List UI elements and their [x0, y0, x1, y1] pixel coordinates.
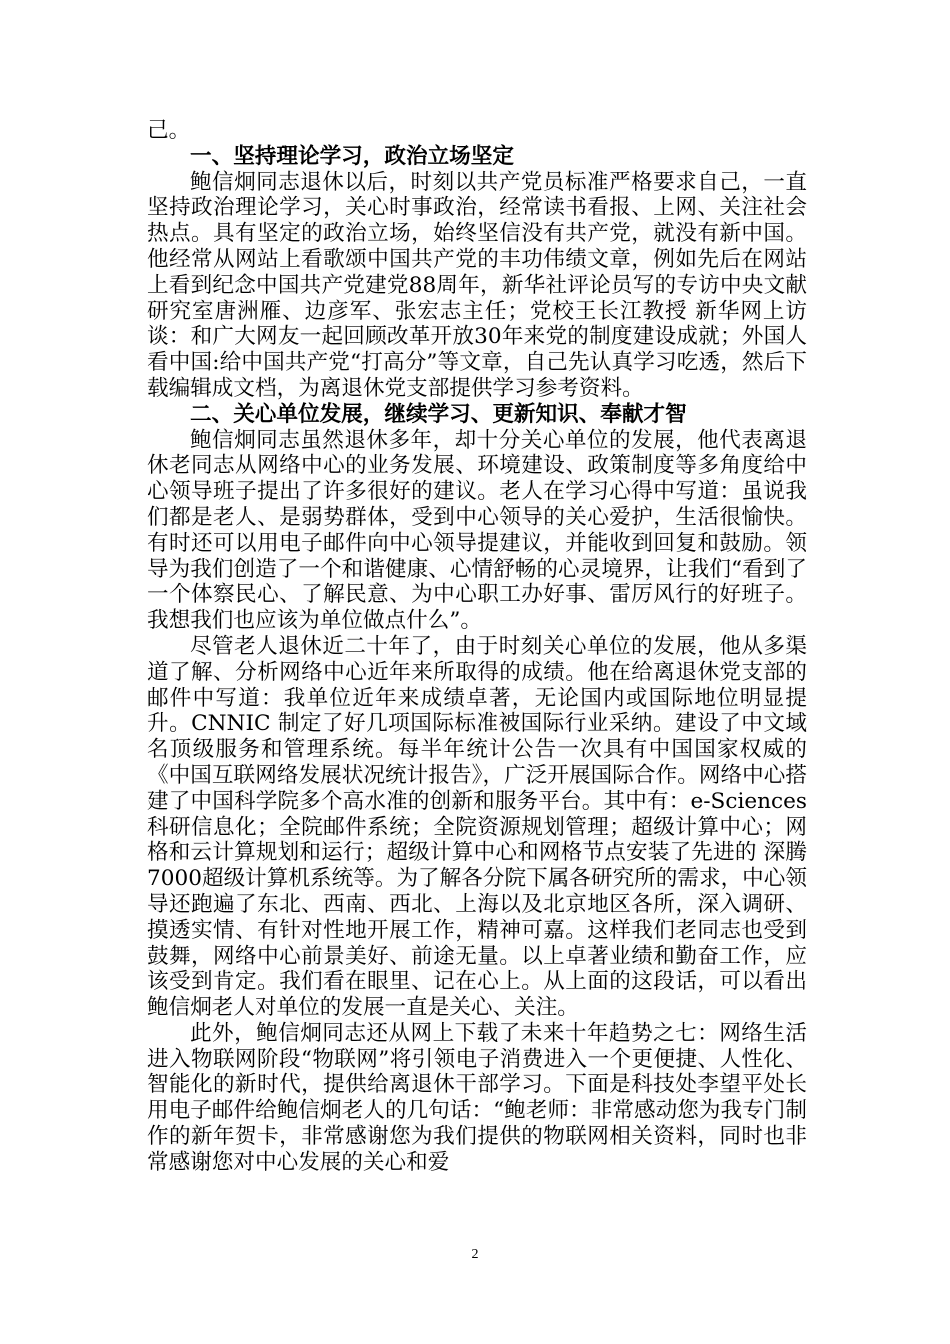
lead-text: 己。 — [147, 118, 191, 143]
paragraph-3: 尽管老人退休近二十年了，由于时刻关心单位的发展，他从多渠道了解、分析网络中心近年来所取得的成绩。他在给离退休党支部的邮件中写道：我单位近年来成绩卓著，无论国内或国际地位明显提升。CNNIC 制定了好几项国际标准被国际行业采纳。建设了中文域名顶级服务和管理系统。每半年统计公告一次具有中国国家权威的《中国互联网络发展状况统计报告》，广泛开展国际合作。网络中心搭建了中国科学院多个高水准的创新和服务平台。其中有：e-Sciences 科研信息化；全院邮件系统；全院资源规划管理；超级计算中心；网格和云计算规划和运行；超级计算中心和网格节点安装了先进的 深腾7000超级计算机系统等。为了解各分院下属各研究所的需求，中心领导还跑遍了东北、西南、西北、上海以及北京地区各所，深入调研、摸透实情、有针对性地开展工作，精神可嘉。这样我们老同志也受到鼓舞，网络中心前景美好、前途无量。以上卓著业绩和勤奋工作，应该受到肯定。我们看在眼里、记在心上。从上面的这段话，可以看出鲍信炯老人对单位的发展一直是关心、关注。 — [147, 633, 807, 1021]
paragraph-1: 鲍信炯同志退休以后，时刻以共产党员标准严格要求自己，一直坚持政治理论学习，关心时事政治，经常读书看报、上网、关注社会热点。具有坚定的政治立场，始终坚信没有共产党，就没有新中国。他经常从网站上看歌颂中国共产党的丰功伟绩文章，例如先后在网站上看到纪念中国共产党建党88周年，新华社评论员写的专访中央文献研究室唐洲雁、边彦军、张宏志主任；党校王长江教授 新华网上访谈：和广大网友一起回顾改革开放30年来党的制度建设成就；外国人看中国:给中国共产党“打高分”等文章，自己先认真学习吃透，然后下载编辑成文档，为离退休党支部提供学习参考资料。 — [147, 169, 807, 401]
paragraph-4: 此外，鲍信炯同志还从网上下载了未来十年趋势之七：网络生活进入物联网阶段“物联网”将引领电子消费进入一个更便捷、人性化、智能化的新时代，提供给离退休干部学习。下面是科技处李望平处长用电子邮件给鲍信炯老人的几句话：“鲍老师：非常感动您为我专门制作的新年贺卡，非常感谢您为我们提供的物联网相关资料，同时也非常感谢您对中心发展的关心和爱 — [147, 1020, 807, 1175]
document-body — [147, 118, 807, 1176]
section-heading-1: 一、坚持理论学习，政治立场坚定 — [190, 143, 514, 169]
section-heading-2: 二、关心单位发展，继续学习、更新知识、奉献才智 — [190, 401, 687, 427]
page-number: 2 — [471, 1247, 479, 1262]
paragraph-2: 鲍信炯同志虽然退休多年，却十分关心单位的发展，他代表离退休老同志从网络中心的业务发展、环境建设、政策制度等多角度给中心领导班子提出了许多很好的建议。老人在学习心得中写道：虽说我们都是老人、是弱势群体，受到中心领导的关心爱护，生活很愉快。有时还可以用电子邮件向中心领导提建议，并能收到回复和鼓励。领导为我们创造了一个和谐健康、心情舒畅的心灵境界，让我们“看到了一个体察民心、了解民意、为中心职工办好事、雷厉风行的好班子。我想我们也应该为单位做点什么”。 — [147, 427, 807, 634]
